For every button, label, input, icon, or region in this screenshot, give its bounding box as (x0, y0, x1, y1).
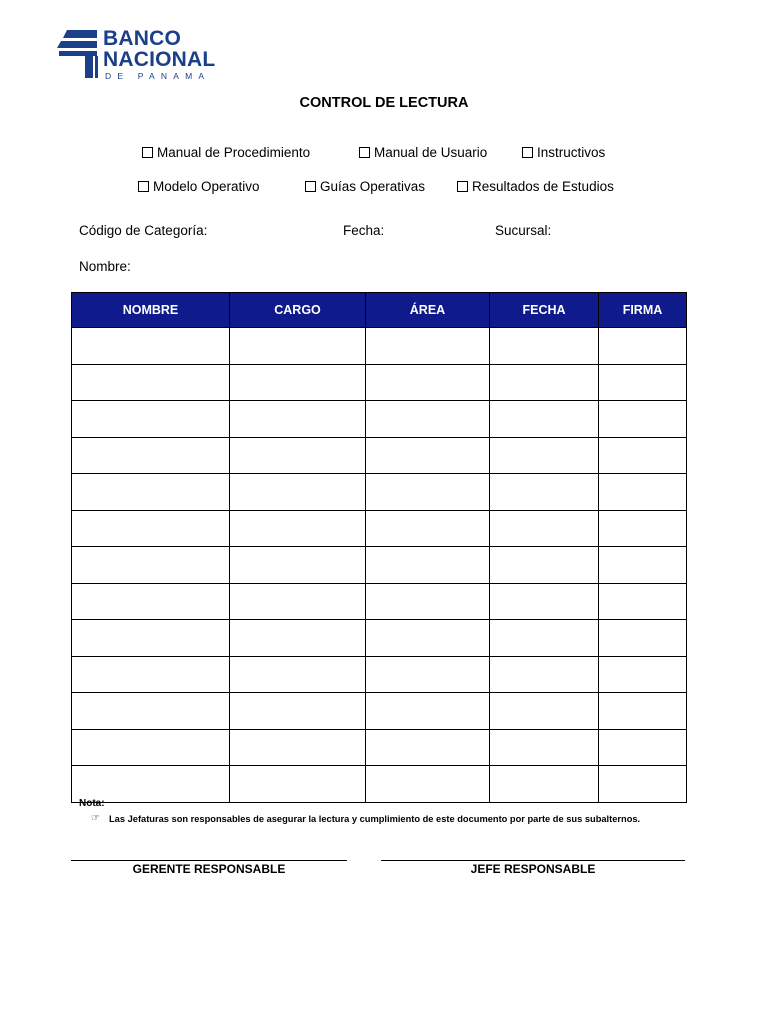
table-cell[interactable] (72, 693, 230, 730)
header-firma: FIRMA (599, 293, 687, 328)
table-cell[interactable] (599, 583, 687, 620)
logo-line1: BANCO (103, 27, 181, 50)
table-cell[interactable] (599, 401, 687, 438)
table-cell[interactable] (599, 364, 687, 401)
table-cell[interactable] (72, 583, 230, 620)
checkbox-box[interactable] (522, 147, 533, 158)
checkbox-label: Resultados de Estudios (472, 179, 614, 194)
table-row (72, 729, 687, 766)
pointing-hand-icon: ☞ (91, 813, 100, 824)
note-label: Nota: (79, 798, 105, 809)
table-cell[interactable] (599, 437, 687, 474)
table-row (72, 401, 687, 438)
table-cell[interactable] (366, 620, 490, 657)
table-cell[interactable] (366, 729, 490, 766)
field-categoria-label: Código de Categoría: (79, 223, 208, 238)
table-cell[interactable] (599, 510, 687, 547)
note-text: Las Jefaturas son responsables de asegurar la lectura y cumplimiento de este documento por parte de sus subalternos. (109, 813, 641, 824)
table-cell[interactable] (599, 328, 687, 365)
table-cell[interactable] (366, 583, 490, 620)
field-sucursal-label: Sucursal: (495, 223, 552, 238)
table-cell[interactable] (72, 620, 230, 657)
bank-logo (57, 28, 227, 84)
table-cell[interactable] (230, 620, 366, 657)
header-cargo: CARGO (230, 293, 366, 328)
table-row (72, 510, 687, 547)
table-row (72, 583, 687, 620)
logo-line2: NACIONAL (103, 48, 216, 71)
table-cell[interactable] (599, 474, 687, 511)
table-row (72, 620, 687, 657)
table-cell[interactable] (490, 364, 599, 401)
table-cell[interactable] (72, 401, 230, 438)
checkbox-label: Guías Operativas (320, 179, 426, 194)
table-cell[interactable] (230, 510, 366, 547)
checkbox-box[interactable] (138, 181, 149, 192)
checkbox-guias-operativas[interactable] (305, 179, 425, 194)
table-cell[interactable] (72, 437, 230, 474)
table-cell[interactable] (599, 729, 687, 766)
table-cell[interactable] (366, 510, 490, 547)
field-fecha-label: Fecha: (343, 223, 385, 238)
table-cell[interactable] (366, 474, 490, 511)
signature-line-gerente[interactable] (71, 860, 347, 861)
table-cell[interactable] (72, 656, 230, 693)
checkbox-resultados-estudios[interactable] (457, 179, 614, 194)
signature-line-jefe[interactable] (381, 860, 685, 861)
table-row (72, 328, 687, 365)
table-cell[interactable] (72, 729, 230, 766)
table-cell[interactable] (230, 693, 366, 730)
table-row (72, 364, 687, 401)
checkbox-box[interactable] (305, 181, 316, 192)
table-cell[interactable] (366, 364, 490, 401)
note-item (91, 813, 640, 824)
table-cell[interactable] (366, 656, 490, 693)
table-cell[interactable] (599, 656, 687, 693)
table-row (72, 656, 687, 693)
table-cell[interactable] (366, 547, 490, 584)
table-cell[interactable] (490, 766, 599, 803)
checkbox-modelo-operativo[interactable] (138, 179, 260, 194)
header-area: ÁREA (366, 293, 490, 328)
table-cell[interactable] (72, 766, 230, 803)
signature-label-gerente: GERENTE RESPONSABLE (132, 862, 286, 876)
table-cell[interactable] (230, 364, 366, 401)
signature-label-jefe: JEFE RESPONSABLE (470, 862, 596, 876)
table-row (72, 437, 687, 474)
table-cell[interactable] (490, 328, 599, 365)
checkbox-label: Modelo Operativo (153, 179, 260, 194)
table-cell[interactable] (366, 766, 490, 803)
logo-name (103, 28, 215, 70)
table-cell[interactable] (72, 474, 230, 511)
table-cell[interactable] (490, 729, 599, 766)
field-nombre-label: Nombre: (79, 259, 131, 274)
table-cell[interactable] (490, 510, 599, 547)
table-row (72, 766, 687, 803)
table-cell[interactable] (490, 656, 599, 693)
table-cell[interactable] (490, 437, 599, 474)
table-cell[interactable] (72, 364, 230, 401)
table-cell[interactable] (230, 437, 366, 474)
logo-subtitle: DE PANAMA (105, 71, 211, 81)
reading-control-table (71, 292, 687, 803)
table-cell[interactable] (490, 693, 599, 730)
table-cell[interactable] (230, 766, 366, 803)
table-cell[interactable] (230, 474, 366, 511)
table-cell[interactable] (230, 729, 366, 766)
checkbox-instructivos[interactable] (522, 145, 605, 160)
checkbox-manual-usuario[interactable] (359, 145, 487, 160)
checkbox-box[interactable] (142, 147, 153, 158)
document-title: CONTROL DE LECTURA (299, 95, 469, 111)
table-cell[interactable] (366, 328, 490, 365)
checkbox-label: Manual de Usuario (374, 145, 488, 160)
checkbox-label: Instructivos (537, 145, 606, 160)
table-cell[interactable] (230, 547, 366, 584)
table-cell[interactable] (230, 583, 366, 620)
checkbox-label: Manual de Procedimiento (157, 145, 311, 160)
table-cell[interactable] (366, 401, 490, 438)
table-cell[interactable] (490, 547, 599, 584)
table-cell[interactable] (599, 766, 687, 803)
table-header-row (72, 293, 687, 328)
table-row (72, 474, 687, 511)
table-cell[interactable] (490, 620, 599, 657)
table-cell[interactable] (490, 583, 599, 620)
table-cell[interactable] (599, 547, 687, 584)
table-cell[interactable] (490, 401, 599, 438)
table-cell[interactable] (72, 510, 230, 547)
table-body (72, 328, 687, 803)
table-cell[interactable] (599, 620, 687, 657)
table-cell[interactable] (366, 693, 490, 730)
table-row (72, 547, 687, 584)
checkbox-box[interactable] (359, 147, 370, 158)
checkbox-box[interactable] (457, 181, 468, 192)
table-cell[interactable] (366, 437, 490, 474)
table-cell[interactable] (230, 401, 366, 438)
table-cell[interactable] (230, 328, 366, 365)
table-row (72, 693, 687, 730)
header-nombre: NOMBRE (72, 293, 230, 328)
header-fecha: FECHA (490, 293, 599, 328)
table-cell[interactable] (72, 328, 230, 365)
checkbox-manual-procedimiento[interactable] (142, 145, 310, 160)
table-cell[interactable] (72, 547, 230, 584)
table-cell[interactable] (599, 693, 687, 730)
table-cell[interactable] (230, 656, 366, 693)
table-cell[interactable] (490, 474, 599, 511)
bank-emblem-icon (57, 30, 101, 78)
